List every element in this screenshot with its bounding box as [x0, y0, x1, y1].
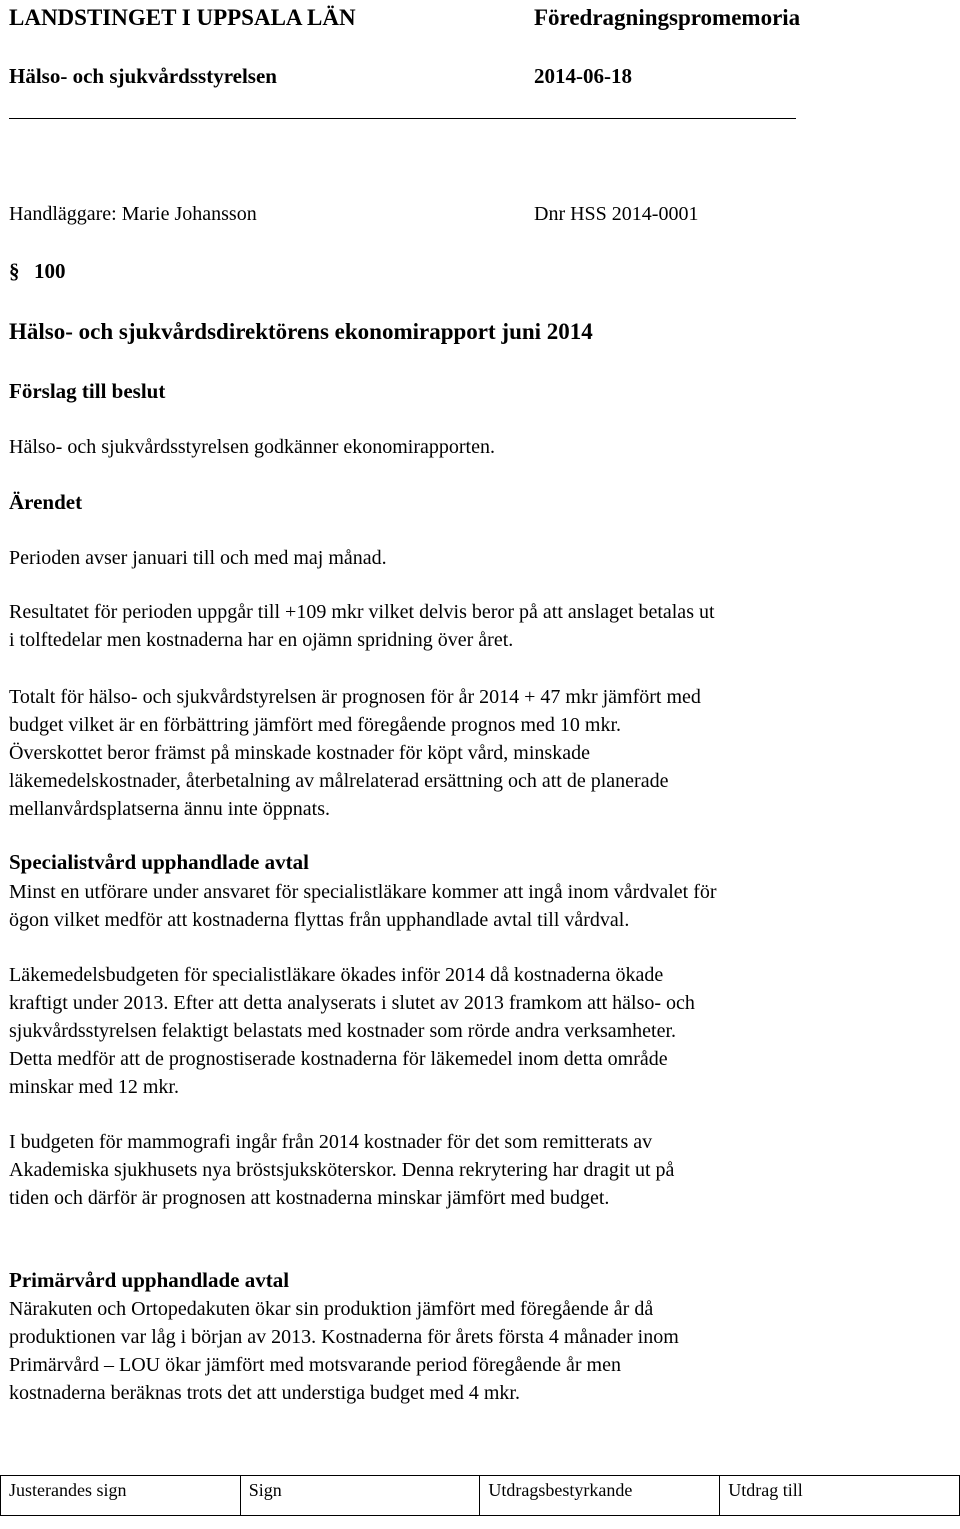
specialist-paragraph-3	[9, 1128, 939, 1212]
paragraph-line: Resultatet för perioden uppgår till +109 mkr vilket delvis beror på att anslaget betalas ut	[9, 601, 715, 623]
matter-heading: Ärendet	[9, 490, 83, 514]
paragraph-line: i tolftedelar men kostnaderna har en ojämn spridning över året.	[9, 629, 514, 651]
specialist-paragraph-2	[9, 961, 939, 1101]
paragraph-line: Akademiska sjukhusets nya bröstsjuksköterskor. Denna rekrytering har dragit ut på	[9, 1159, 675, 1181]
matter-paragraph-2	[9, 598, 939, 654]
document-type: Föredragningspromemoria	[534, 5, 801, 30]
paragraph-line: ögon vilket medför att kostnaderna flyttas från upphandlade avtal till vårdval.	[9, 909, 630, 931]
paragraph-line: mellanvårdsplatserna ännu inte öppnats.	[9, 798, 331, 820]
primary-paragraph-1	[9, 1295, 939, 1407]
paragraph-line: Totalt för hälso- och sjukvårdstyrelsen är prognosen för år 2014 + 47 mkr jämfört med	[9, 686, 701, 708]
paragraph-line: Minst en utförare under ansvaret för specialistläkare kommer att ingå inom vårdvalet för	[9, 881, 717, 903]
signature-cell-sign: Sign	[240, 1476, 480, 1516]
matter-paragraph-3	[9, 683, 939, 823]
signature-cell-extract-certification: Utdragsbestyrkande	[480, 1476, 720, 1516]
paragraph-line: budget vilket är en förbättring jämfört med föregående prognos med 10 mkr.	[9, 714, 622, 736]
paragraph-line: sjukvårdsstyrelsen felaktigt belastats med kostnader som rörde andra verksamheter.	[9, 1020, 677, 1042]
board-name: Hälso- och sjukvårdsstyrelsen	[9, 64, 277, 88]
paragraph-line: Närakuten och Ortopedakuten ökar sin produktion jämfört med föregående år då	[9, 1298, 654, 1320]
matter-paragraph-1: Perioden avser januari till och med maj månad.	[9, 547, 387, 569]
section-number	[9, 259, 66, 284]
paragraph-line: produktionen var låg i början av 2013. Kostnaderna för årets första 4 månader inom	[9, 1326, 679, 1348]
signature-cell-adjuster: Justerandes sign	[1, 1476, 241, 1516]
signature-cell-extract-to: Utdrag till	[720, 1476, 960, 1516]
paragraph-line: tiden och därför är prognosen att kostnaderna minskar jämfört med budget.	[9, 1187, 610, 1209]
paragraph-line: kraftigt under 2013. Efter att detta analyserats i slutet av 2013 framkom att hälso- och	[9, 992, 695, 1014]
section-symbol: §	[9, 259, 20, 283]
paragraph-line: I budgeten för mammografi ingår från 2014 kostnader för det som remitterats av	[9, 1131, 653, 1153]
header-divider	[9, 118, 796, 119]
document-date: 2014-06-18	[534, 64, 632, 88]
paragraph-line: Läkemedelsbudgeten för specialistläkare ökades inför 2014 då kostnaderna ökade	[9, 964, 664, 986]
signature-table	[0, 1475, 960, 1516]
paragraph-line: Primärvård – LOU ökar jämfört med motsvarande period föregående år men	[9, 1354, 621, 1376]
organization-name: LANDSTINGET I UPPSALA LÄN	[9, 5, 356, 30]
registration-number: Dnr HSS 2014-0001	[534, 203, 699, 225]
primary-heading: Primärvård upphandlade avtal	[9, 1268, 290, 1292]
paragraph-line: läkemedelskostnader, återbetalning av målrelaterad ersättning och att de planerade	[9, 770, 669, 792]
paragraph-line: Detta medför att de prognostiserade kostnaderna för läkemedel inom detta område	[9, 1048, 668, 1070]
document-title: Hälso- och sjukvårdsdirektörens ekonomirapport juni 2014	[9, 319, 593, 344]
paragraph-line: kostnaderna beräknas trots det att understiga budget med 4 mkr.	[9, 1382, 520, 1404]
signature-row	[1, 1476, 960, 1516]
specialist-heading: Specialistvård upphandlade avtal	[9, 850, 309, 874]
proposal-heading: Förslag till beslut	[9, 379, 166, 403]
paragraph-line: Överskottet beror främst på minskade kostnader för köpt vård, minskade	[9, 742, 590, 764]
proposal-text: Hälso- och sjukvårdsstyrelsen godkänner ekonomirapporten.	[9, 436, 495, 458]
handler: Handläggare: Marie Johansson	[9, 203, 257, 225]
specialist-paragraph-1	[9, 878, 939, 934]
paragraph-line: minskar med 12 mkr.	[9, 1076, 179, 1098]
section-number-value: 100	[34, 259, 66, 283]
